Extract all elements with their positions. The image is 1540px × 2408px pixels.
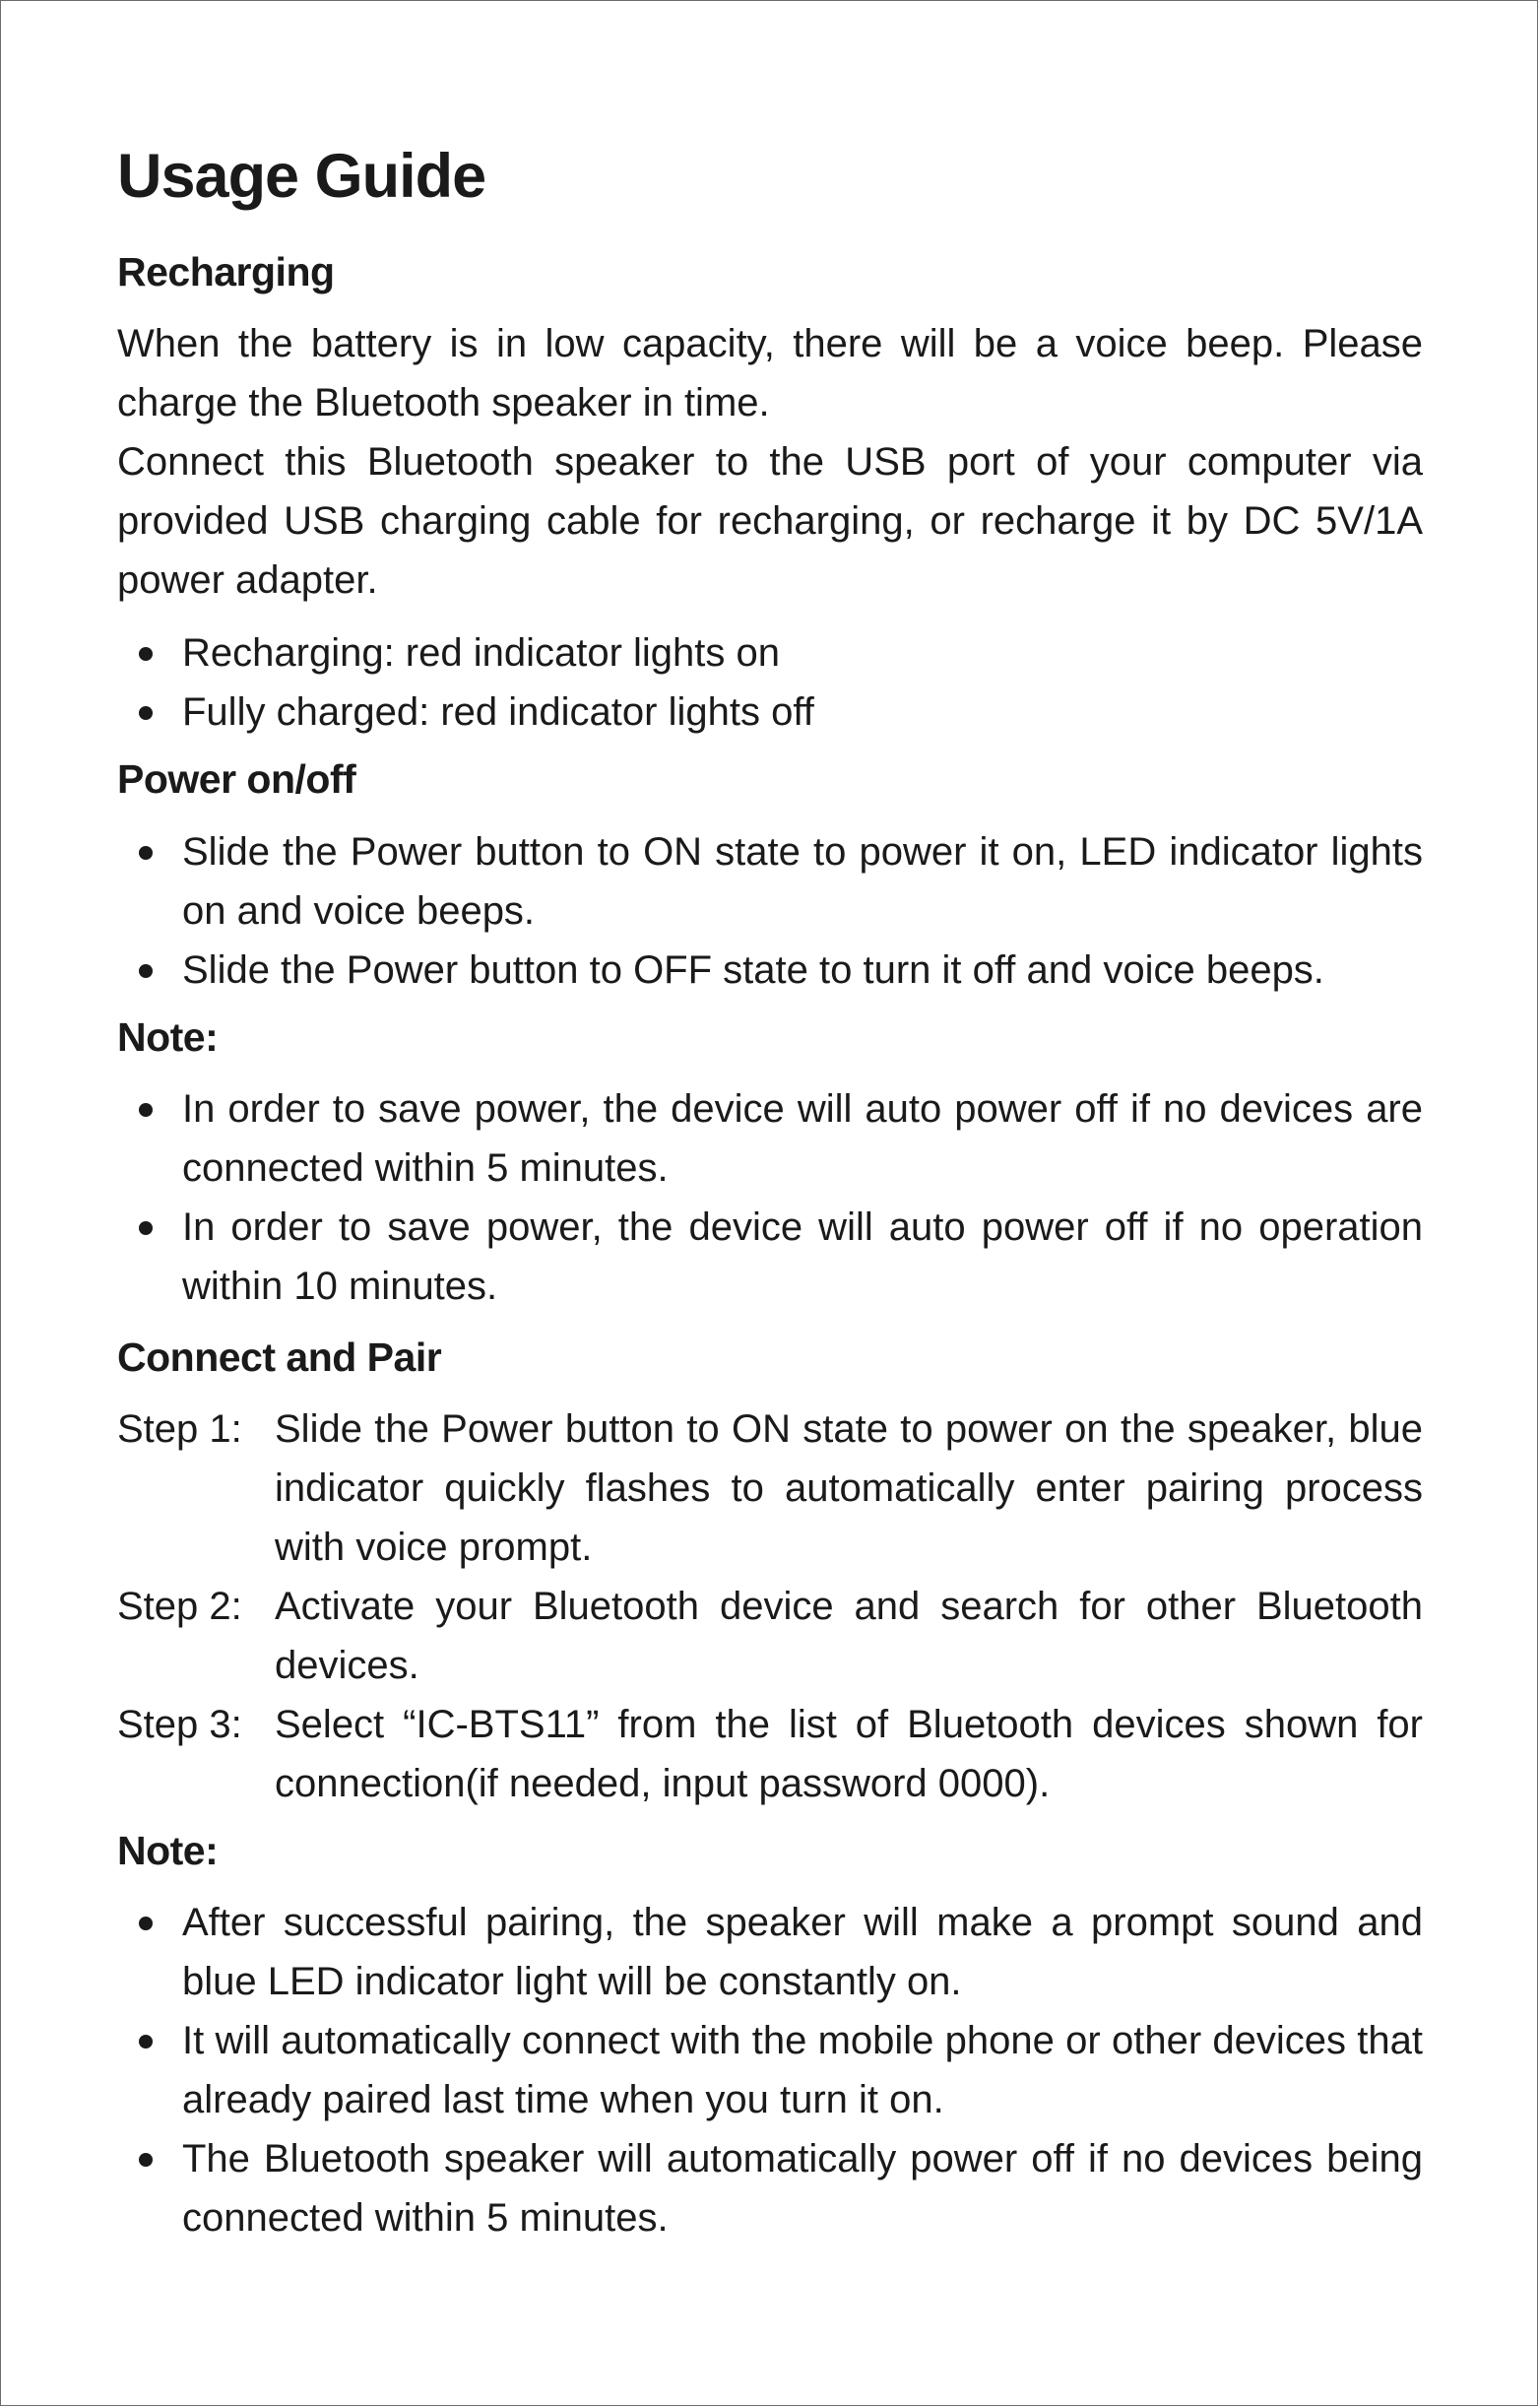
list-item-text: Slide the Power button to ON state to power it on, LED indicator lights on and voice beeps.: [182, 829, 1423, 933]
list-item-text: In order to save power, the device will auto power off if no devices are connected within 5 minutes.: [182, 1086, 1423, 1190]
step-item: [117, 1695, 1423, 1813]
step-text: Slide the Power button to ON state to power on the speaker, blue indicator quickly flashes to automatically enter pairing process with voice prompt.: [275, 1407, 1423, 1570]
list-item-text: It will automatically connect with the mobile phone or other devices that already paired last time when you turn it on.: [182, 2019, 1423, 2122]
list-item-text: After successful pairing, the speaker will make a prompt sound and blue LED indicator light will be constantly on.: [182, 1901, 1423, 2004]
bullet-icon: [139, 2035, 153, 2049]
pair-steps: [117, 1399, 1423, 1813]
list-item-text: The Bluetooth speaker will automatically power off if no devices being connected within 5 minutes.: [182, 2137, 1423, 2241]
list-item: [117, 1893, 1423, 2011]
list-item: [117, 2129, 1423, 2247]
bullet-icon: [139, 1103, 153, 1117]
list-item-text: Slide the Power button to OFF state to turn it off and voice beeps.: [182, 947, 1324, 992]
list-item: [117, 1198, 1423, 1316]
bullet-icon: [139, 964, 153, 978]
bullet-icon: [139, 1917, 153, 1930]
note-list-2: [117, 1893, 1423, 2247]
bullet-icon: [139, 846, 153, 860]
step-text: Select “IC-BTS11” from the list of Bluetooth devices shown for connection(if needed, input password 0000).: [275, 1703, 1423, 1806]
step-label: Step 2:: [117, 1585, 242, 1629]
recharging-list: [117, 623, 1423, 742]
list-item: [117, 623, 1423, 683]
pair-heading: Connect and Pair: [117, 1334, 442, 1380]
note-list-1: [117, 1079, 1423, 1316]
bullet-icon: [139, 2153, 153, 2167]
document-content: [117, 143, 1423, 2261]
recharging-paragraph-2: Connect this Bluetooth speaker to the USB port of your computer via provided USB charging cable for recharging, or recharge it by DC 5V/1A power adapter.: [117, 440, 1423, 603]
list-item-text: Fully charged: red indicator lights off: [182, 690, 814, 735]
note-heading-1: Note:: [117, 1013, 219, 1060]
recharging-heading: Recharging: [117, 249, 335, 295]
step-label: Step 1:: [117, 1407, 242, 1452]
bullet-icon: [139, 647, 153, 661]
list-item: [117, 1079, 1423, 1198]
list-item: [117, 683, 1423, 742]
page-title: Usage Guide: [117, 142, 486, 211]
list-item-text: Recharging: red indicator lights on: [182, 631, 781, 676]
bullet-icon: [139, 706, 153, 720]
list-item: [117, 941, 1423, 1000]
list-item: [117, 822, 1423, 941]
step-label: Step 3:: [117, 1703, 242, 1747]
list-item-text: In order to save power, the device will auto power off if no operation within 10 minutes.: [182, 1204, 1423, 1308]
step-item: [117, 1399, 1423, 1577]
power-heading: Power on/off: [117, 756, 356, 803]
bullet-icon: [139, 1221, 153, 1235]
list-item: [117, 2011, 1423, 2129]
step-text: Activate your Bluetooth device and search for other Bluetooth devices.: [275, 1585, 1423, 1688]
recharging-paragraph-1: When the battery is in low capacity, there will be a voice beep. Please charge the Bluetooth speaker in time.: [117, 322, 1423, 425]
power-list: [117, 822, 1423, 1000]
step-item: [117, 1577, 1423, 1695]
note-heading-2: Note:: [117, 1828, 219, 1874]
